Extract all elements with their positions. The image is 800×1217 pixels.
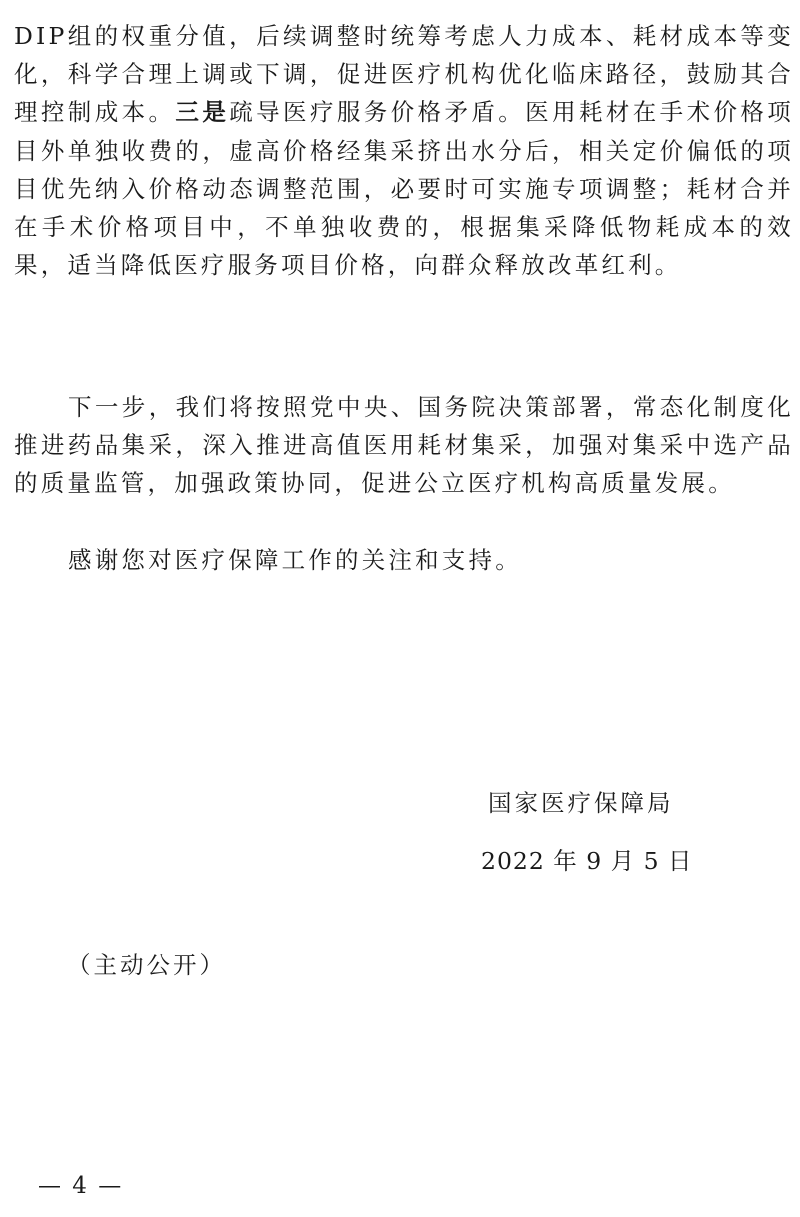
page-number: — 4 — xyxy=(38,1173,124,1199)
signature-organization: 国家医疗保障局 xyxy=(488,789,674,817)
signature-date: 2022 年 9 月 5 日 xyxy=(481,847,693,875)
body-paragraph-3: 感谢您对医疗保障工作的关注和支持。 xyxy=(68,546,522,574)
paragraph-1-text-end: 疏导医疗服务价格矛盾。医用耗材在手术价格项目外单独收费的，虚高价格经集采挤出水分后，相关定价偏低的项目优先纳入价格动态调整范围，必要时可实施专项调整；耗材合并在手术价格项目中，不单独收费的，根据集采降低物耗成本的效果，适当降低医疗服务项目价格，向群众释放改革红利。 xyxy=(14,98,794,280)
body-paragraph-1 xyxy=(14,17,794,284)
paragraph-1-text-start: DIP组的权重分值，后续调整时统筹考虑人力成本、耗材成本等变化，科学合理上调或下调，促进医疗机构优化临床路径，鼓励其合理控制成本。 xyxy=(14,22,794,127)
disclosure-label: （主动公开） xyxy=(67,951,226,979)
paragraph-1-bold-marker: 三是 xyxy=(175,98,230,127)
body-paragraph-2: 下一步，我们将按照党中央、国务院决策部署，常态化制度化推进药品集采，深入推进高值医用耗材集采，加强对集采中选产品的质量监管，加强政策协同，促进公立医疗机构高质量发展。 xyxy=(14,393,794,498)
